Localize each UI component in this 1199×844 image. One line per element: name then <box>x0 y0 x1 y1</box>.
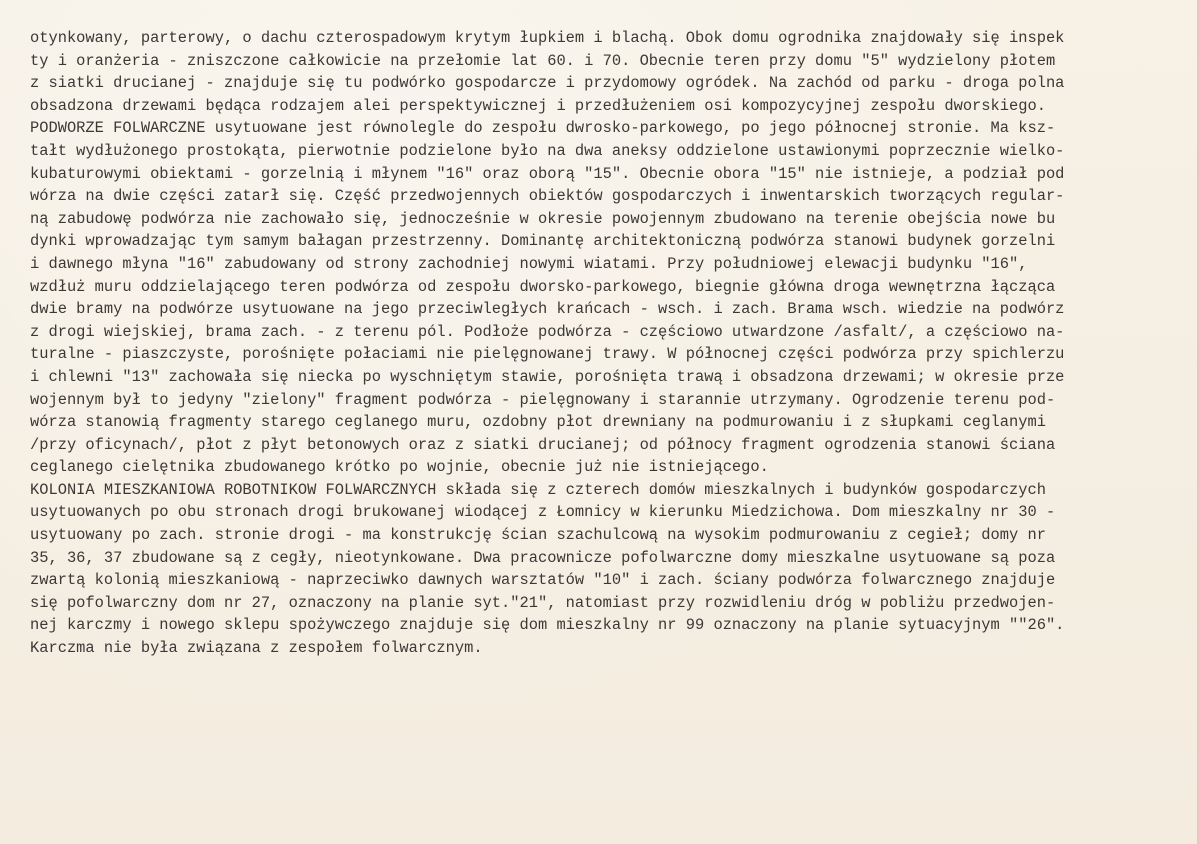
text-line: ceglanego cielętnika zbudowanego krótko po wojnie, obecnie już nie istniejącego. <box>30 458 769 477</box>
text-line: dwie bramy na podwórze usytuowane na jego przeciwległych krańcach - wsch. i zach. Brama wsch. wiedzie na podwórz <box>30 300 1065 319</box>
text-line: /przy oficynach/, płot z płyt betonowych oraz z siatki drucianej; od północy fragment ogrodzenia stanowi ściana <box>30 435 1056 454</box>
document-body <box>30 27 1195 660</box>
text-line: się pofolwarczny dom nr 27, oznaczony na planie syt."21", natomiast przy rozwidleniu dróg w pobliżu przedwojen- <box>30 593 1056 612</box>
text-line: kubaturowymi obiektami - gorzelnią i młynem "16" oraz oborą "15". Obecnie obora "15" nie istnieje, a podział pod <box>30 164 1065 183</box>
text-line: usytuowanych po obu stronach drogi brukowanej wiodącej z Łomnicy w kierunku Miedzichowa. Dom mieszkalny nr 30 - <box>30 503 1056 522</box>
text-line: dynki wprowadzając tym samym bałagan przestrzenny. Dominantę architektoniczną podwórza stanowi budynek gorzelni <box>30 232 1056 251</box>
text-line: PODWORZE FOLWARCZNE usytuowane jest równolegle do zespołu dwrosko-parkowego, po jego północnej stronie. Ma ksz- <box>30 119 1056 138</box>
text-line: wórza na dwie części zatarł się. Część przedwojennych obiektów gospodarczych i inwentarskich tworzących regular- <box>30 187 1065 206</box>
text-line: 35, 36, 37 zbudowane są z cegły, nieotynkowane. Dwa pracownicze pofolwarczne domy mieszkalne usytuowane są poza <box>30 548 1056 567</box>
text-line: wórza stanowią fragmenty starego ceglanego muru, ozdobny płot drewniany na podmurowaniu i z słupkami ceglanymi <box>30 413 1046 432</box>
text-line: ty i oranżeria - zniszczone całkowicie na przełomie lat 60. i 70. Obecnie teren przy domu "5" wydzielony płotem <box>30 51 1056 70</box>
text-line: ną zabudowę podwórza nie zachowało się, jednocześnie w okresie powojennym zbudowano na terenie obejścia nowe bu <box>30 209 1056 228</box>
text-line: i dawnego młyna "16" zabudowany od strony zachodniej nowymi wiatami. Przy południowej elewacji budynku "16", <box>30 254 1028 273</box>
text-line: wzdłuż muru oddzielającego teren podwórza od zespołu dworsko-parkowego, biegnie główna droga wewnętrzna łącząca <box>30 277 1056 296</box>
text-line: z siatki drucianej - znajduje się tu podwórko gospodarcze i przydomowy ogródek. Na zachód od parku - droga polna <box>30 74 1065 93</box>
text-line: wojennym był to jedyny "zielony" fragment podwórza - pielęgnowany i starannie utrzymany. Ogrodzenie terenu pod- <box>30 390 1056 409</box>
text-line: turalne - piaszczyste, porośnięte połaciami nie pielęgnowanej trawy. W północnej części podwórza przy spichlerzu <box>30 345 1065 364</box>
text-line: usytuowany po zach. stronie drogi - ma konstrukcję ścian szachulcową na wysokim podmurowaniu z cegieł; domy nr <box>30 526 1046 545</box>
text-line: obsadzona drzewami będąca rodzajem alei perspektywicznej i przedłużeniem osi kompozycyjnej zespołu dworskiego. <box>30 96 1046 115</box>
text-line: Karczma nie była związana z zespołem folwarcznym. <box>30 639 483 658</box>
text-line: nej karczmy i nowego sklepu spożywczego znajduje się dom mieszkalny nr 99 oznaczony na planie sytuacyjnym ""26". <box>30 616 1065 635</box>
text-line: KOLONIA MIESZKANIOWA ROBOTNIKOW FOLWARCZNYCH składa się z czterech domów mieszkalnych i budynków gospodarczych <box>30 480 1046 499</box>
text-line: i chlewni "13" zachowała się niecka po wyschniętym stawie, porośnięta trawą i obsadzona drzewami; w okresie prze <box>30 367 1065 386</box>
text-line: tałt wydłużonego prostokąta, pierwotnie podzielone było na dwa aneksy oddzielone ustawionymi poprzecznie wielko- <box>30 141 1065 160</box>
text-line: otynkowany, parterowy, o dachu czterospadowym krytym łupkiem i blachą. Obok domu ogrodnika znajdowały się inspek <box>30 29 1065 47</box>
text-line: zwartą kolonią mieszkaniową - naprzeciwko dawnych warsztatów "10" i zach. ściany podwórza folwarcznego znajduje <box>30 571 1056 590</box>
text-line: z drogi wiejskiej, brama zach. - z terenu pól. Podłoże podwórza - częściowo utwardzone /asfalt/, a częściowo na- <box>30 322 1065 341</box>
